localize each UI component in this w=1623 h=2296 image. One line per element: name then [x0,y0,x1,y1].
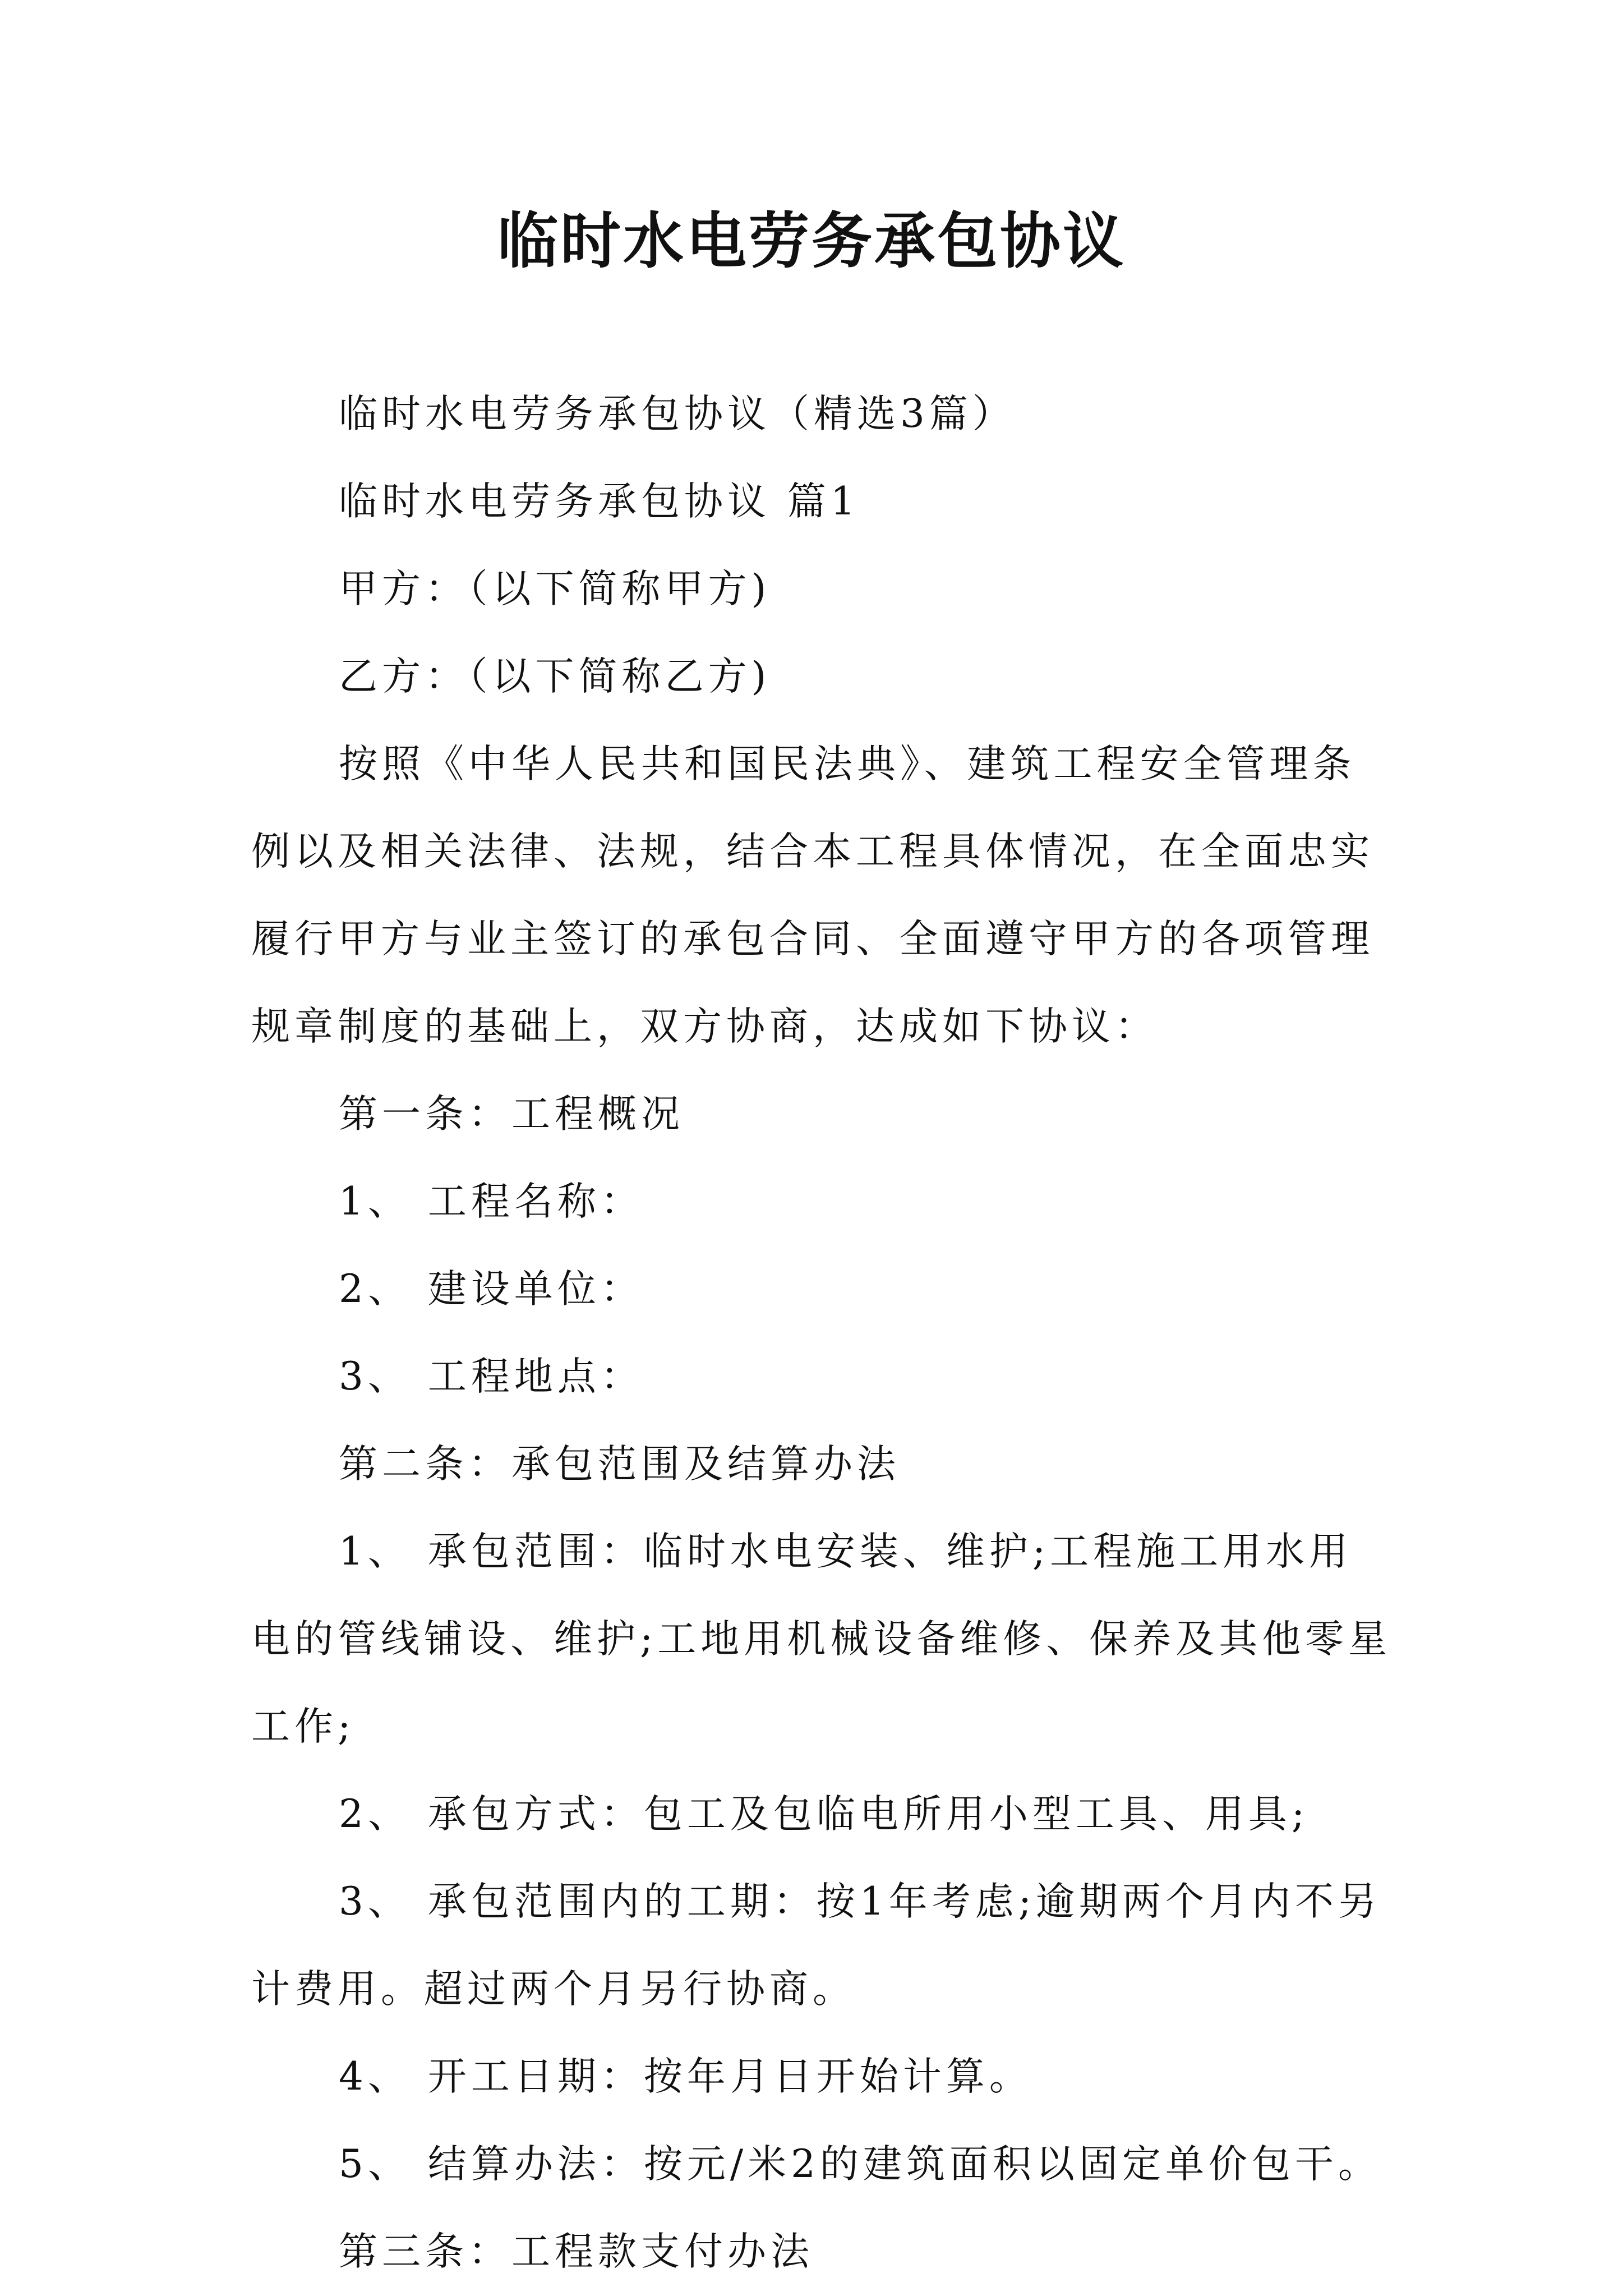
list-item: 3、 承包范围内的工期：按1年考虑;逾期两个月内不另计费用。超过两个月另行协商。 [251,1879,1381,2012]
list-item: 2、 承包方式：包工及包临电所用小型工具、用具; [339,1792,1310,1837]
paragraph: 甲方：（以下简称甲方) [339,567,771,611]
paragraph: 按照《中华人民共和国民法典》、建筑工程安全管理条例以及相关法律、法规，结合本工程具体情况，在全面忠实履行甲方与业主签订的承包合同、全面遵守甲方的各项管理规章制度的基础上，双方协商，达成如下协议： [251,742,1374,1049]
section-heading: 第二条：承包范围及结算办法 [339,1442,900,1487]
list-item: 1、 承包范围：临时水电安装、维护;工程施工用水用电的管线铺设、维护;工地用机械设备维修、保养及其他零星工作; [251,1529,1392,1749]
list-item: 4、 开工日期：按年月日开始计算。 [339,2054,1032,2099]
list-item: 1、 工程名称： [339,1179,644,1224]
paragraph: 临时水电劳务承包协议（精选3篇） [339,392,1016,436]
section-heading: 第三条：工程款支付办法 [339,2229,814,2274]
document-title: 临时水电劳务承包协议 [497,206,1126,277]
list-item: 2、 建设单位： [339,1267,644,1312]
document-body [251,370,1395,2295]
paragraph: 临时水电劳务承包协议 篇1 [339,479,860,524]
section-heading: 第一条：工程概况 [339,1092,684,1137]
list-item: 3、 工程地点： [339,1354,644,1399]
list-item: 5、 结算办法：按元/米2的建筑面积以固定单价包干。 [339,2142,1381,2187]
paragraph: 乙方：（以下简称乙方) [339,654,771,699]
